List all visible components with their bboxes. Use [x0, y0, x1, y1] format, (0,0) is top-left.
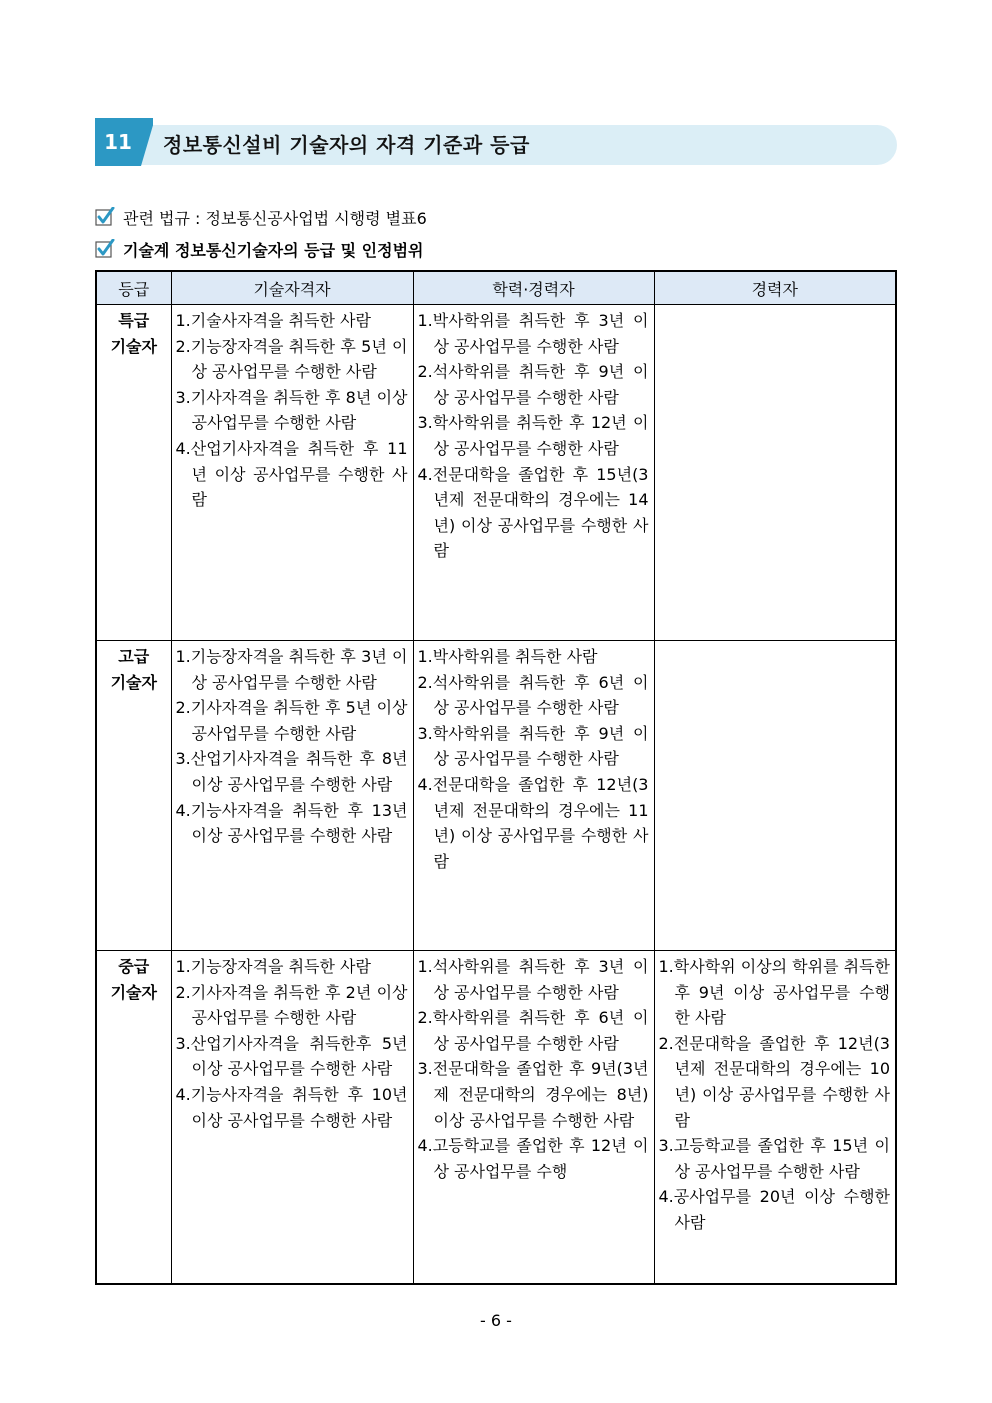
list-item: 4.공사업무를 20년 이상 수행한 사람 [658, 1187, 890, 1232]
list-item: 1.학사학위 이상의 학위를 취득한 후 9년 이상 공사업무를 수행한 사람 [658, 957, 890, 1028]
section-title: 정보통신설비 기술자의 자격 기준과 등급 [163, 133, 530, 157]
list-item: 4.산업기사자격을 취득한 후 11년 이상 공사업무를 수행한 사람 [175, 438, 408, 510]
header-qualification: 기술자격자 [171, 271, 413, 305]
list-item: 1.박사학위를 취득한 사람 [417, 647, 598, 666]
list-item: 3.고등학교를 졸업한 후 15년 이상 공사업무를 수행한 사람 [658, 1136, 890, 1181]
list-item: 4.기능사자격을 취득한 후 10년 이상 공사업무를 수행한 사람 [175, 1084, 408, 1130]
list-item: 2.학사학위를 취득한 후 6년 이상 공사업무를 수행한 사람 [417, 1008, 649, 1053]
qualification-list [176, 644, 408, 849]
header-grade: 등급 [96, 271, 171, 305]
list-item: 2.석사학위를 취득한 후 9년 이상 공사업무를 수행한 사람 [417, 362, 649, 407]
qualification-cell [171, 951, 413, 1284]
qualification-table [95, 270, 897, 1285]
list-item: 1.박사학위를 취득한 후 3년 이상 공사업무를 수행한 사람 [417, 311, 649, 356]
table-row [96, 641, 896, 951]
table-header-row [96, 271, 896, 305]
list-item: 4.전문대학을 졸업한 후 12년(3년제 전문대학의 경우에는 11년) 이상 공사업무를 수행한 사람 [417, 774, 649, 871]
list-item: 1.기능장자격을 취득한 사람 [175, 957, 371, 976]
note-grade-scope [95, 236, 424, 262]
grade-label-line: 고급 [118, 647, 150, 666]
experience-cell [654, 641, 896, 951]
education-list [418, 954, 649, 1184]
page-number: - 6 - [480, 1311, 512, 1330]
section-number: 11 [95, 118, 141, 166]
education-list [418, 308, 649, 564]
grade-label-line: 기술자 [110, 672, 157, 692]
note-law-reference [95, 204, 427, 230]
note-text: 관련 법규 : 정보통신공사업법 시행령 별표6 [123, 208, 427, 228]
list-item: 2.기사자격을 취득한 후 5년 이상 공사업무를 수행한 사람 [175, 698, 408, 743]
checkbox-checked-icon [95, 207, 115, 227]
education-list [418, 644, 649, 874]
grade-cell [96, 641, 171, 951]
experience-list [659, 954, 891, 1236]
list-item: 2.기능장자격을 취득한 후 5년 이상 공사업무를 수행한 사람 [175, 336, 408, 382]
list-item: 4.기능사자격을 취득한 후 13년 이상 공사업무를 수행한 사람 [175, 800, 408, 846]
list-item: 4.고등학교를 졸업한 후 12년 이상 공사업무를 수행 [417, 1136, 649, 1181]
list-item: 2.기사자격을 취득한 후 2년 이상 공사업무를 수행한 사람 [175, 982, 408, 1028]
experience-cell [654, 951, 896, 1284]
list-item: 2.석사학위를 취득한 후 6년 이상 공사업무를 수행한 사람 [417, 672, 649, 718]
table-row [96, 305, 896, 641]
checkbox-checked-icon [95, 239, 115, 259]
table-row [96, 951, 896, 1284]
grade-label-line: 기술자 [110, 336, 157, 356]
list-item: 3.학사학위를 취득한 후 9년 이상 공사업무를 수행한 사람 [417, 723, 649, 769]
list-item: 3.기사자격을 취득한 후 8년 이상 공사업무를 수행한 사람 [175, 387, 408, 433]
list-item: 2.전문대학을 졸업한 후 12년(3년제 전문대학의 경우에는 10년) 이상 공사업무를 수행한 사람 [658, 1033, 890, 1130]
qualification-cell [171, 641, 413, 951]
qualification-cell [171, 305, 413, 641]
qualification-list [176, 954, 408, 1133]
list-item: 3.전문대학을 졸업한 후 9년(3년제 전문대학의 경우에는 8년) 이상 공사업무를 수행한 사람 [417, 1059, 649, 1130]
list-item: 3.산업기사자격을 취득한 후 8년 이상 공사업무를 수행한 사람 [175, 749, 408, 794]
list-item: 1.기술사자격을 취득한 사람 [175, 311, 371, 330]
grade-cell [96, 951, 171, 1284]
note-text: 기술계 정보통신기술자의 등급 및 인정범위 [123, 240, 424, 260]
list-item: 1.기능장자격을 취득한 후 3년 이상 공사업무를 수행한 사람 [175, 647, 408, 692]
list-item: 3.산업기사자격을 취득한후 5년 이상 공사업무를 수행한 사람 [175, 1033, 408, 1079]
list-item: 3.학사학위를 취득한 후 12년 이상 공사업무를 수행한 사람 [417, 413, 649, 458]
grade-label-line: 기술자 [110, 982, 157, 1002]
grade-label-line: 특급 [118, 311, 150, 330]
experience-cell [654, 305, 896, 641]
section-banner [95, 118, 897, 166]
grade-label-line: 중급 [118, 957, 150, 976]
header-experience: 경력자 [654, 271, 896, 305]
education-cell [413, 951, 654, 1284]
list-item: 4.전문대학을 졸업한 후 15년(3년제 전문대학의 경우에는 14년) 이상 공사업무를 수행한 사람 [417, 464, 649, 561]
qualification-list [176, 308, 408, 513]
education-cell [413, 305, 654, 641]
education-cell [413, 641, 654, 951]
grade-cell [96, 305, 171, 641]
list-item: 1.석사학위를 취득한 후 3년 이상 공사업무를 수행한 사람 [417, 957, 649, 1002]
header-education-experience: 학력·경력자 [413, 271, 654, 305]
